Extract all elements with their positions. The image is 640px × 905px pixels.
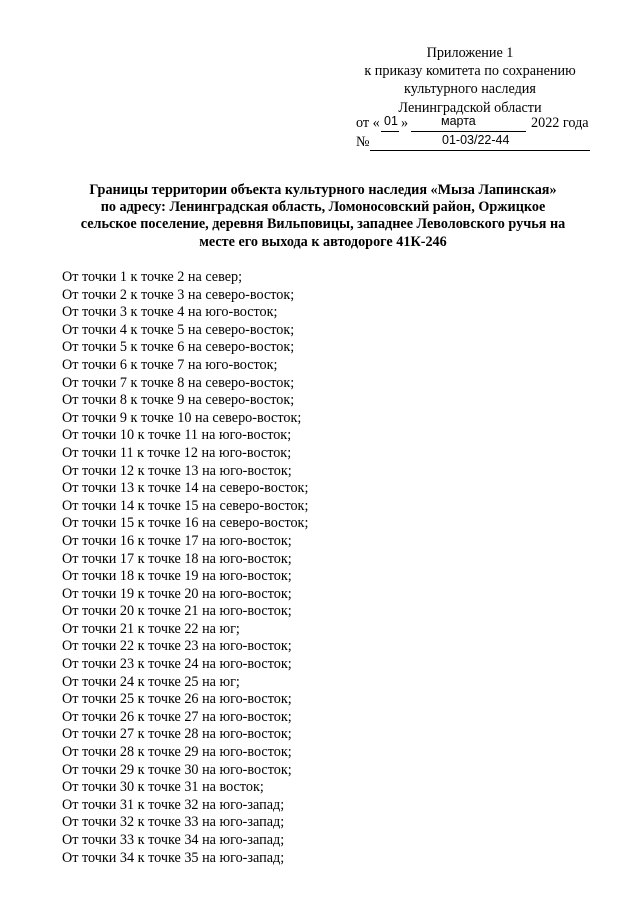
boundary-route-list: [62, 269, 308, 867]
order-month: марта: [441, 114, 476, 128]
route-item: От точки 23 к точке 24 на юго-восток;: [62, 656, 292, 673]
route-item: От точки 31 к точке 32 на юго-запад;: [62, 796, 285, 813]
title-line: по адресу: Ленинградская область, Ломоносовский район, Оржицкое: [100, 199, 546, 216]
order-day: 01: [384, 114, 398, 128]
order-number-value: 01-03/22-44: [442, 133, 510, 147]
route-item: От точки 10 к точке 11 на юго-восток;: [62, 427, 292, 444]
date-mid: »: [401, 115, 409, 131]
route-item: От точки 27 к точке 28 на юго-восток;: [62, 726, 292, 743]
appendix-line: культурного наследия: [404, 81, 536, 98]
route-item: От точки 19 к точке 20 на юго-восток;: [62, 585, 292, 602]
number-prefix: №: [356, 134, 370, 150]
route-item: От точки 5 к точке 6 на северо-восток;: [62, 339, 295, 356]
route-item: От точки 16 к точке 17 на юго-восток;: [62, 532, 292, 549]
title-line: месте его выхода к автодороге 41К-246: [199, 233, 447, 250]
route-item: От точки 13 к точке 14 на северо-восток;: [62, 480, 309, 497]
route-item: От точки 21 к точке 22 на юг;: [62, 620, 240, 637]
appendix-line: Приложение 1: [426, 45, 514, 61]
date-year: 2022 года: [531, 115, 589, 131]
route-item: От точки 1 к точке 2 на север;: [62, 269, 243, 285]
appendix-header: [346, 44, 594, 117]
route-item: От точки 9 к точке 10 на северо-восток;: [62, 409, 302, 426]
title-line: Границы территории объекта культурного наследия «Мыза Лапинская»: [89, 182, 557, 198]
route-item: От точки 18 к точке 19 на юго-восток;: [62, 568, 292, 585]
day-underline: [381, 131, 399, 132]
appendix-line: к приказу комитета по сохранению: [364, 63, 576, 80]
title-line: сельское поселение, деревня Вильповицы, западнее Леволовского ручья на: [80, 216, 566, 233]
route-item: От точки 8 к точке 9 на северо-восток;: [62, 392, 295, 409]
route-item: От точки 17 к точке 18 на юго-восток;: [62, 550, 292, 567]
number-underline: [370, 150, 590, 151]
route-item: От точки 25 к точке 26 на юго-восток;: [62, 691, 292, 708]
route-item: От точки 4 к точке 5 на северо-восток;: [62, 321, 295, 338]
route-item: От точки 26 к точке 27 на юго-восток;: [62, 708, 292, 725]
document-title: [52, 182, 594, 251]
route-item: От точки 29 к точке 30 на юго-восток;: [62, 761, 292, 778]
route-item: От точки 33 к точке 34 на юго-запад;: [62, 832, 285, 848]
month-underline: [411, 131, 526, 132]
route-item: От точки 34 к точке 35 на юго-запад;: [62, 849, 285, 866]
route-item: От точки 32 к точке 33 на юго-запад;: [62, 814, 285, 831]
appendix-line: Ленинградской области: [398, 99, 542, 116]
route-item: От точки 20 к точке 21 на юго-восток;: [62, 603, 292, 620]
route-item: От точки 28 к точке 29 на юго-восток;: [62, 744, 292, 761]
route-item: От точки 30 к точке 31 на восток;: [62, 779, 264, 796]
route-item: От точки 3 к точке 4 на юго-восток;: [62, 304, 278, 321]
route-item: От точки 14 к точке 15 на северо-восток;: [62, 497, 309, 514]
route-item: От точки 11 к точке 12 на юго-восток;: [62, 444, 292, 461]
route-item: От точки 6 к точке 7 на юго-восток;: [62, 356, 278, 373]
order-number: [356, 134, 596, 152]
route-item: От точки 15 к точке 16 на северо-восток;: [62, 515, 309, 532]
route-item: От точки 24 к точке 25 на юг;: [62, 673, 240, 690]
route-item: От точки 7 к точке 8 на северо-восток;: [62, 374, 295, 391]
date-prefix: от «: [356, 115, 380, 131]
route-item: От точки 12 к точке 13 на юго-восток;: [62, 462, 292, 479]
route-item: От точки 2 к точке 3 на северо-восток;: [62, 286, 295, 303]
order-date: [356, 115, 596, 133]
route-item: От точки 22 к точке 23 на юго-восток;: [62, 638, 292, 655]
